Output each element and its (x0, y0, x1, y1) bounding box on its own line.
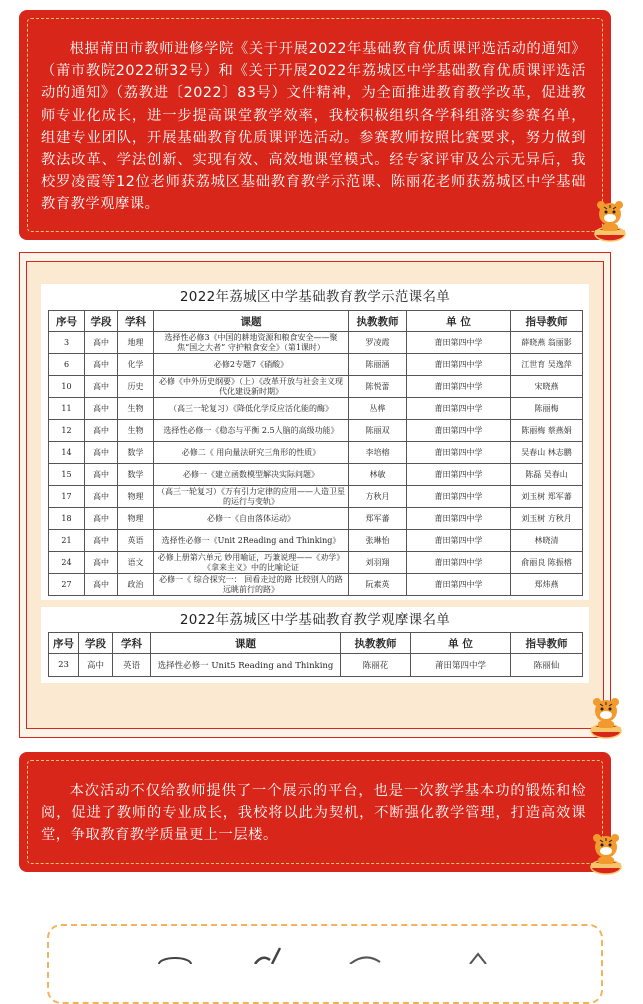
demo-table-title: 2022年荔城区中学基础教育教学示范课名单 (179, 289, 451, 305)
table-row (49, 552, 583, 574)
cell-index: 3 (49, 332, 85, 354)
cell-stage: 高中 (79, 654, 113, 677)
cell-stage: 高中 (85, 398, 118, 420)
cell-topic: 必修上册第六单元 妙用喻证，巧兼说理——《劝学》《拿来主义》中的比喻论证 (154, 552, 349, 574)
observation-course-table (48, 632, 583, 677)
col-header: 执教教师 (341, 633, 411, 654)
cell-index: 23 (49, 654, 79, 677)
cell-stage: 高中 (85, 420, 118, 442)
table-row (49, 376, 583, 398)
cell-subject: 英语 (113, 654, 151, 677)
cell-subject: 地理 (118, 332, 154, 354)
cell-unit: 莆田第四中学 (407, 486, 511, 508)
tiger-drum-mascot-icon (590, 200, 630, 242)
cell-index: 11 (49, 398, 85, 420)
table-header-row (49, 311, 583, 332)
cell-unit: 莆田第四中学 (407, 442, 511, 464)
cell-mentor: 宋晓燕 (511, 376, 583, 398)
cell-unit: 莆田第四中学 (407, 398, 511, 420)
cell-mentor: 陈丽仙 (511, 654, 583, 677)
col-header: 序号 (49, 311, 85, 332)
demo-course-table-block (41, 284, 589, 600)
table-row (49, 654, 583, 677)
cell-stage: 高中 (85, 552, 118, 574)
cell-mentor: 陈磊 吴春山 (511, 464, 583, 486)
table-row (49, 442, 583, 464)
cell-stage: 高中 (85, 574, 118, 596)
cell-stage: 高中 (85, 464, 118, 486)
cell-stage: 高中 (85, 354, 118, 376)
cell-teacher: 陈丽涵 (349, 354, 407, 376)
closing-panel (19, 752, 611, 872)
table-row (49, 332, 583, 354)
cell-unit: 莆田第四中学 (407, 354, 511, 376)
cell-subject: 化学 (118, 354, 154, 376)
cell-stage: 高中 (85, 376, 118, 398)
cell-topic: 必修一《自由落体运动》 (154, 508, 349, 530)
observation-course-table-block (41, 607, 589, 683)
table-row (49, 486, 583, 508)
tiger-drum-mascot-icon (586, 833, 626, 875)
cell-unit: 莆田第四中学 (407, 530, 511, 552)
cell-index: 14 (49, 442, 85, 464)
cell-topic: （高三一轮复习）《降低化学反应活化能的酶》 (154, 398, 349, 420)
bottom-dashed-frame (47, 924, 603, 1004)
cell-topic: 必修一《建立函数模型解决实际问题》 (154, 464, 349, 486)
cell-subject: 英语 (118, 530, 154, 552)
cell-unit: 莆田第四中学 (407, 574, 511, 596)
cell-mentor: 林晓清 (511, 530, 583, 552)
cell-teacher: 丛桦 (349, 398, 407, 420)
col-header: 单 位 (407, 311, 511, 332)
cell-index: 6 (49, 354, 85, 376)
cell-teacher: 陈悦蕾 (349, 376, 407, 398)
cell-subject: 语文 (118, 552, 154, 574)
cell-stage: 高中 (85, 486, 118, 508)
cell-index: 24 (49, 552, 85, 574)
cell-teacher: 郑军蕃 (349, 508, 407, 530)
cell-unit: 莆田第四中学 (407, 332, 511, 354)
cell-topic: 选择性必修3《中国的耕地资源和粮食安全——聚焦“国之大者” 守护粮食安全》（第1课时） (154, 332, 349, 354)
col-header: 单 位 (411, 633, 511, 654)
cell-teacher: 张琳怡 (349, 530, 407, 552)
cell-topic: 必修二《 用向量法研究三角形的性质》 (154, 442, 349, 464)
cell-topic: 必修一《 综合探究一： 回看走过的路 比较别人的路 远眺前行的路》 (154, 574, 349, 596)
cell-subject: 生物 (118, 398, 154, 420)
cell-subject: 物理 (118, 508, 154, 530)
calligraphy-decoration-icon (0, 940, 643, 964)
cell-mentor: 刘玉树 方秋月 (511, 508, 583, 530)
cell-stage: 高中 (85, 508, 118, 530)
cell-index: 10 (49, 376, 85, 398)
cell-unit: 莆田第四中学 (407, 552, 511, 574)
demo-course-table (48, 310, 583, 596)
table-row (49, 508, 583, 530)
table-header-row (49, 633, 583, 654)
cell-index: 17 (49, 486, 85, 508)
col-header: 学段 (79, 633, 113, 654)
table-row (49, 574, 583, 596)
cell-mentor: 俞丽良 陈振榕 (511, 552, 583, 574)
cell-index: 12 (49, 420, 85, 442)
cell-mentor: 刘玉树 郑军蕃 (511, 486, 583, 508)
cell-subject: 生物 (118, 420, 154, 442)
cell-topic: 必修《中外历史纲要》（上）《改革开放与社会主义现代化建设新时期》 (154, 376, 349, 398)
observation-table-title: 2022年荔城区中学基础教育教学观摩课名单 (179, 612, 451, 628)
cell-stage: 高中 (85, 442, 118, 464)
cell-mentor: 陈丽梅 蔡燕娟 (511, 420, 583, 442)
cell-index: 15 (49, 464, 85, 486)
cell-unit: 莆田第四中学 (411, 654, 511, 677)
table-row (49, 530, 583, 552)
cell-topic: 选择性必修一 Unit5 Reading and Thinking (151, 654, 341, 677)
col-header: 课题 (154, 311, 349, 332)
col-header: 指导教师 (511, 633, 583, 654)
cell-mentor: 江世育 吴逸萍 (511, 354, 583, 376)
col-header: 学科 (118, 311, 154, 332)
cell-teacher: 林敏 (349, 464, 407, 486)
table-row (49, 464, 583, 486)
intro-panel (19, 10, 611, 240)
cell-topic: 选择性必修一《Unit 2Reading and Thinking》 (154, 530, 349, 552)
cell-unit: 莆田第四中学 (407, 376, 511, 398)
cell-subject: 政治 (118, 574, 154, 596)
cell-teacher: 刘羽翔 (349, 552, 407, 574)
table-row (49, 354, 583, 376)
cell-teacher: 陈丽花 (341, 654, 411, 677)
cell-teacher: 阮素英 (349, 574, 407, 596)
cell-subject: 历史 (118, 376, 154, 398)
cell-unit: 莆田第四中学 (407, 508, 511, 530)
tiger-drum-mascot-icon (586, 697, 626, 739)
cell-topic: 选择性必修一《稳态与平衡 2.5人脑的高级功能》 (154, 420, 349, 442)
table-row (49, 398, 583, 420)
cell-subject: 数学 (118, 442, 154, 464)
cell-topic: 必修2专题7《硝酸》 (154, 354, 349, 376)
col-header: 执教教师 (349, 311, 407, 332)
cell-mentor: 郑炜燕 (511, 574, 583, 596)
cell-index: 21 (49, 530, 85, 552)
closing-paragraph: 本次活动不仅给教师提供了一个展示的平台，也是一次教学基本功的锻炼和检阅，促进了教师的专业成长，我校将以此为契机，不断强化教学管理，打造高效课堂，争取教育教学质量更上一层楼。 (41, 783, 586, 844)
col-header: 指导教师 (511, 311, 583, 332)
cell-subject: 物理 (118, 486, 154, 508)
cell-unit: 莆田第四中学 (407, 464, 511, 486)
cell-teacher: 李培榕 (349, 442, 407, 464)
cell-stage: 高中 (85, 530, 118, 552)
cell-mentor: 薛晓燕 翁丽影 (511, 332, 583, 354)
cell-subject: 数学 (118, 464, 154, 486)
cell-stage: 高中 (85, 332, 118, 354)
cell-mentor: 吴春山 林志鹏 (511, 442, 583, 464)
intro-paragraph: 根据莆田市教师进修学院《关于开展2022年基础教育优质课评选活动的通知》（莆市教院2022研32号）和《关于开展2022年荔城区中学基础教育优质课评选活动的通知》（荔教进〔2022〕83号）文件精神，为全面推进教育教学改革，促进教师专业化成长，进一步提高课堂教学效率，我校积极组织各学科组落实参赛名单，组建专业团队，开展基础教育优质课评选活动。参赛教师按照比赛要求，努力做到教法改革、学法创新、实现有效、高效地课堂模式。经专家评审及公示无异后，我校罗凌霞等12位老师获荔城区基础教育教学示范课、陈丽花老师获荔城区中学基础教育教学观摩课。 (41, 41, 586, 213)
col-header: 学科 (113, 633, 151, 654)
cell-index: 18 (49, 508, 85, 530)
cell-unit: 莆田第四中学 (407, 420, 511, 442)
cell-teacher: 方秋月 (349, 486, 407, 508)
col-header: 课题 (151, 633, 341, 654)
cell-teacher: 罗凌霞 (349, 332, 407, 354)
table-row (49, 420, 583, 442)
cell-mentor: 陈丽梅 (511, 398, 583, 420)
cell-index: 27 (49, 574, 85, 596)
cell-topic: （高三一轮复习）《万有引力定律的应用——人造卫星的运行与变轨》 (154, 486, 349, 508)
col-header: 学段 (85, 311, 118, 332)
cell-teacher: 陈丽双 (349, 420, 407, 442)
col-header: 序号 (49, 633, 79, 654)
